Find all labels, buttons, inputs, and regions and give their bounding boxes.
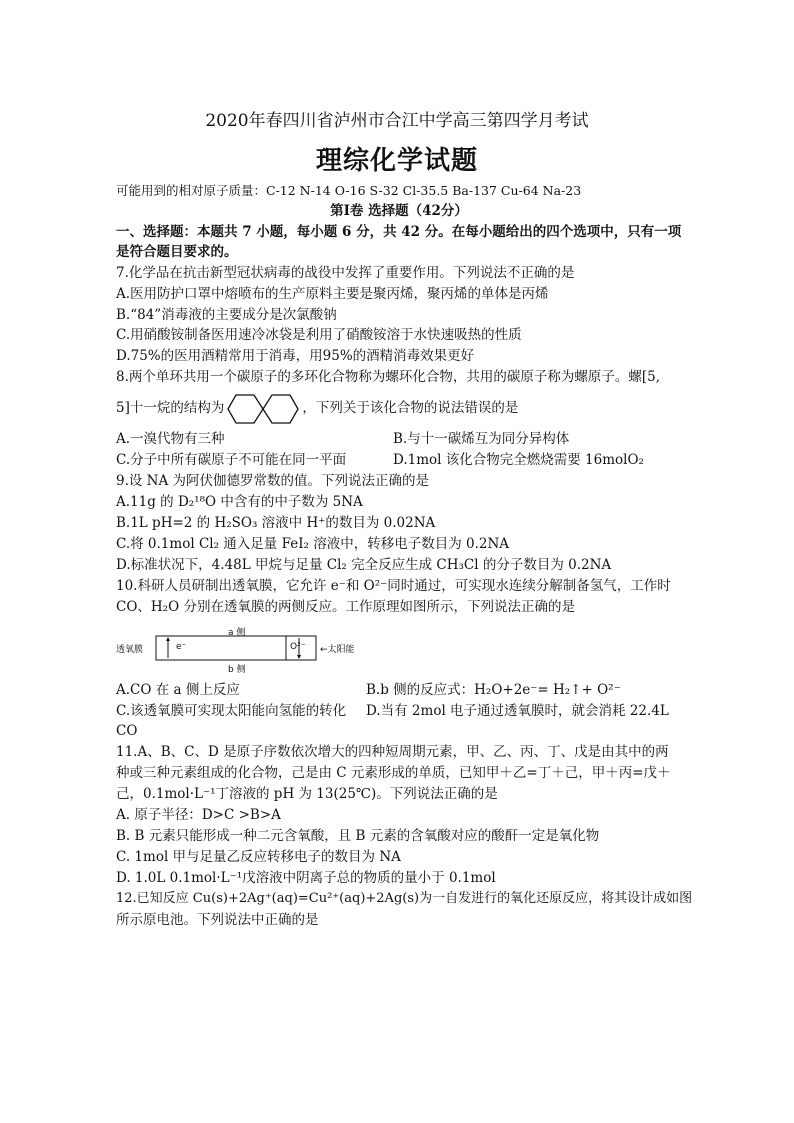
q9-option-b: B.1L pH=2 的 H₂SO₃ 溶液中 H⁺的数目为 0.02NA xyxy=(116,515,436,531)
q10-option-d-cont: CO xyxy=(116,723,138,739)
q11-stem-1: 11.A、B、C、D 是原子序数依次增大的四种短周期元素，甲、乙、丙、丁、戊是由其中的两 xyxy=(116,744,669,760)
q7-option-c: C.用硝酸铵制备医用速冷冰袋是利用了硝酸铵溶于水快速吸热的性质 xyxy=(116,327,522,343)
q11-option-b: B. B 元素只能形成一种二元含氧酸，且 B 元素的含氧酸对应的酸酐一定是氧化物 xyxy=(116,828,600,844)
q10-options-row-1 xyxy=(116,680,682,700)
q11-option-c: C. 1mol 甲与足量乙反应转移电子的数目为 NA xyxy=(116,849,401,865)
side-b-label: b 侧 xyxy=(228,665,246,675)
q11-stem-2: 种或三种元素组成的化合物，己是由 C 元素形成的单质，已知甲＋乙=丁＋己，甲＋丙=戊＋ xyxy=(116,765,671,781)
membrane-drawing xyxy=(116,625,406,675)
q9-stem: 9.设 NA 为阿伏伽德罗常数的值。下列说法正确的是 xyxy=(116,473,430,489)
side-a-label: a 侧 xyxy=(228,628,246,638)
q8-stem-2-post: ，下列关于该化合物的说法错误的是 xyxy=(302,400,519,416)
q12-stem-2: 所示原电池。下列说法中正确的是 xyxy=(116,912,319,928)
q11-stem-3: 己，0.1mol·L⁻¹丁溶液的 pH 为 13(25℃)。下列说法正确的是 xyxy=(116,786,498,802)
q8-options-row-1 xyxy=(116,429,682,449)
q11-option-d: D. 1.0L 0.1mol·L⁻¹戊溶液中阴离子总的物质的量小于 0.1mol xyxy=(116,870,496,886)
q8-stem-2 xyxy=(116,391,682,425)
q10-option-a: A.CO 在 a 侧上反应 xyxy=(116,682,240,698)
electron-label: e⁻ xyxy=(176,642,187,652)
q7-option-a: A.医用防护口罩中熔喷布的生产原料主要是聚丙烯，聚丙烯的单体是丙烯 xyxy=(116,286,549,302)
q9-option-a: A.11g 的 D₂¹⁸O 中含有的中子数为 5NA xyxy=(116,494,363,510)
section-instructions-1: 一、选择题：本题共 7 小题，每小题 6 分，共 42 分。在每小题给出的四个选项中，只有一项 xyxy=(116,224,682,240)
q8-stem-1: 8.两个单环共用一个碳原子的多环化合物称为螺环化合物，共用的碳原子称为螺原子。螺[5, xyxy=(116,369,661,385)
q9-option-d: D.标准状况下，4.48L 甲烷与足量 Cl₂ 完全反应生成 CH₃Cl 的分子数目为 0.2NA xyxy=(116,557,612,573)
q10-option-d: D.当有 2mol 电子通过透氧膜时，就会消耗 22.4L xyxy=(366,703,669,719)
q8-option-d: D.1mol 该化合物完全燃烧需要 16molO₂ xyxy=(393,452,644,468)
q9-option-c: C.将 0.1mol Cl₂ 通入足量 FeI₂ 溶液中，转移电子数目为 0.2NA xyxy=(116,536,510,552)
q8-option-c: C.分子中所有碳原子不可能在同一平面 xyxy=(116,452,347,468)
subject-title: 理综化学试题 xyxy=(315,146,478,176)
atomic-masses: 可能用到的相对原子质量：C-12 N-14 O-16 S-32 Cl-35.5 Ba-137 Cu-64 Na-23 xyxy=(116,183,582,198)
exam-title: 2020年春四川省泸州市合江中学高三第四学月考试 xyxy=(205,111,589,131)
oxide-ion-label: O²⁻ xyxy=(290,642,306,652)
q7-stem: 7.化学品在抗击新型冠状病毒的战役中发挥了重要作用。下列说法不正确的是 xyxy=(116,265,575,281)
q12-stem-1: 12.已知反应 Cu(s)+2Ag⁺(aq)=Cu²⁺(aq)+2Ag(s)为一自发进行的氧化还原反应，将其设计成如图 xyxy=(116,891,693,906)
part-title: 第Ⅰ卷 选择题（42分） xyxy=(330,203,468,219)
q8-options-row-2 xyxy=(116,450,682,470)
q11-option-a: A. 原子半径：D>C >B>A xyxy=(116,807,281,823)
q10-stem-2: CO、H₂O 分别在透氧膜的两侧反应。工作原理如图所示，下列说法正确的是 xyxy=(116,599,575,615)
q8-stem-2-pre: 5]十一烷的结构为 xyxy=(116,400,225,416)
q10-stem-1: 10.科研人员研制出透氧膜，它允许 e⁻和 O²⁻同时通过，可实现水连续分解制备氢气，工作时 xyxy=(116,578,671,594)
sunlight-label: ←太阳能 xyxy=(320,645,355,655)
oxygen-membrane-diagram xyxy=(116,625,406,675)
membrane-label: 透氧膜 xyxy=(116,645,144,655)
q10-options-row-2 xyxy=(116,701,682,721)
q7-option-b: B.“84”消毒液的主要成分是次氯酸钠 xyxy=(116,307,337,323)
q8-option-b: B.与十一碳烯互为同分异构体 xyxy=(393,431,570,447)
spiro-undecane-structure xyxy=(226,392,300,426)
q7-option-d: D.75%的医用酒精常用于消毒，用95%的酒精消毒效果更好 xyxy=(116,348,475,364)
q10-option-c: C.该透氧膜可实现太阳能向氢能的转化 xyxy=(116,703,347,719)
q10-option-b: B.b 侧的反应式：H₂O+2e⁻= H₂↑+ O²⁻ xyxy=(366,682,621,698)
q8-option-a: A.一溴代物有三种 xyxy=(116,431,225,447)
section-instructions-2: 是符合题目要求的。 xyxy=(116,244,238,260)
